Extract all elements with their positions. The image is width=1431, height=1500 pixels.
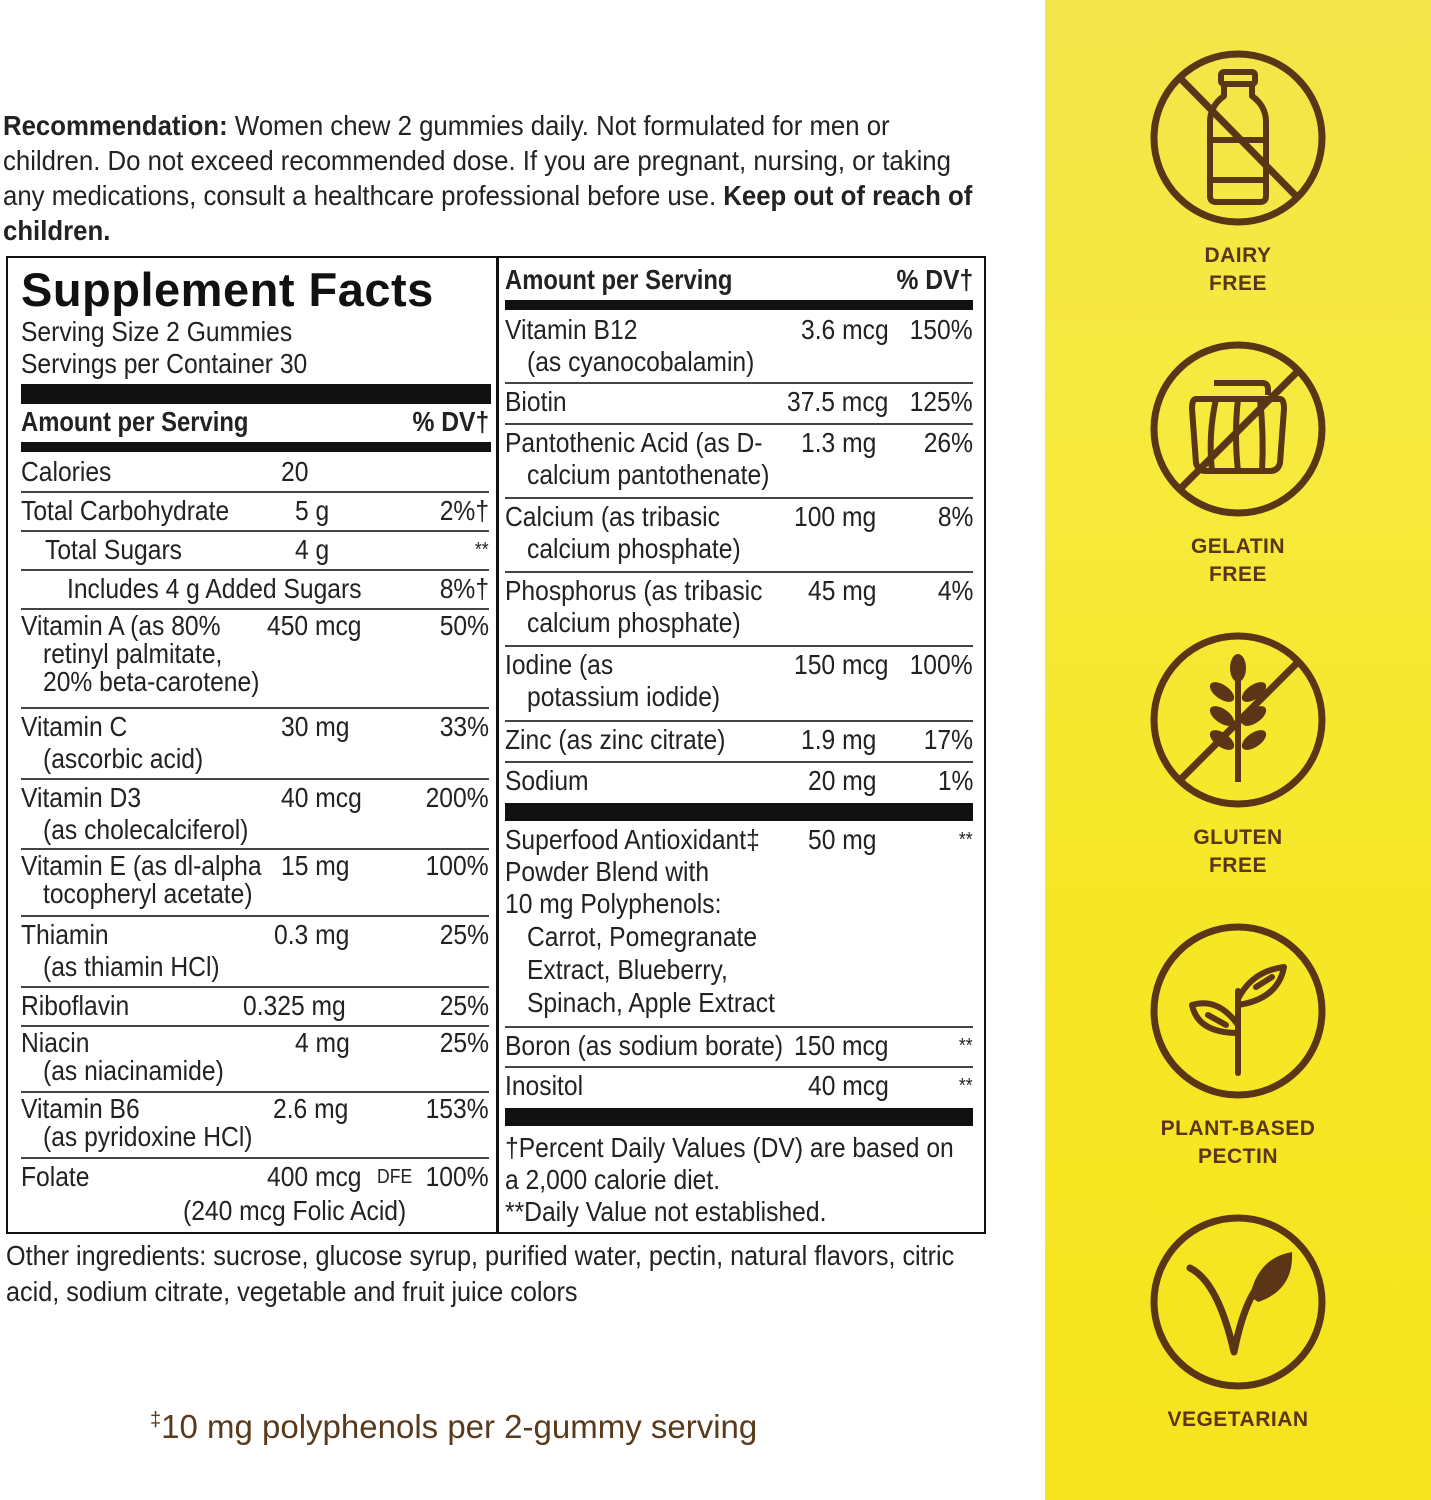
nutrient-dv: 1% (937, 765, 973, 796)
nutrient-subtext: potassium iodide) (527, 681, 721, 712)
nutrient-name: Iodine (as (505, 649, 614, 680)
nutrient-amount: 4 g (295, 534, 330, 565)
nutrient-name: Total Sugars (45, 534, 182, 565)
nutrient-dv: 200% (425, 782, 489, 813)
nutrient-amount: 1.9 mg (801, 724, 877, 755)
nutrient-name: Vitamin D3 (21, 782, 142, 813)
nutrient-name: Pantothenic Acid (as D- (505, 427, 763, 458)
superfood-line: Carrot, Pomegranate (527, 921, 758, 952)
row-divider (505, 497, 973, 499)
nutrient-name: Calcium (as tribasic (505, 501, 720, 532)
nutrient-subtext: (240 mcg Folic Acid) (183, 1195, 407, 1226)
superfood-line: 10 mg Polyphenols: (505, 888, 722, 919)
nutrient-amount: 15 mg (281, 850, 350, 881)
milk-bottle-crossed-icon (1148, 48, 1328, 228)
nutrient-dv: ** (959, 1075, 973, 1097)
nutrient-dv: 25% (439, 919, 489, 950)
nutrient-dv: ** (959, 1035, 973, 1057)
nutrient-dv: 25% (439, 1027, 489, 1058)
nutrient-name: Thiamin (21, 919, 109, 950)
leaf-v-icon (1148, 1212, 1328, 1392)
nutrient-amount: 0.325 mg (243, 990, 346, 1021)
recommendation-label: Recommendation: (3, 110, 228, 141)
nutrient-dv: 8%† (439, 573, 489, 604)
servings-per-container: Servings per Container 30 (21, 348, 308, 379)
nutrient-name: Vitamin E (as dl-alpha (21, 850, 262, 881)
nutrient-dv: ** (959, 829, 973, 851)
thick-rule (505, 1108, 973, 1126)
nutrient-name: Phosphorus (as tribasic (505, 575, 763, 606)
nutrient-amount: 40 mcg (808, 1070, 889, 1101)
row-divider (21, 1157, 489, 1159)
supplement-facts-title: Supplement Facts (21, 263, 434, 316)
nutrient-name: Inositol (505, 1070, 584, 1101)
nutrient-dv: 100% (909, 649, 973, 680)
nutrient-amount: 20 mg (808, 765, 877, 796)
nutrient-name: Vitamin A (as 80% (21, 610, 221, 641)
nutrient-amount: 5 g (295, 495, 330, 526)
row-divider (21, 491, 489, 493)
footnote-line: †Percent Daily Values (DV) are based on (505, 1132, 954, 1163)
nutrient-subtext: calcium pantothenate) (527, 459, 770, 490)
nutrient-name: Total Carbohydrate (21, 495, 230, 526)
recommendation-body: Women chew 2 gummies daily. Not formulated for men or children. Do not exceed recommended dose. If you are pregnant, nursing, or taking any medications, consult a healthcare professional before use. (3, 110, 951, 211)
nutrient-amount: 45 mg (808, 575, 877, 606)
nutrient-amount: 150 mcg (794, 1030, 889, 1061)
nutrient-dv: 153% (425, 1093, 489, 1124)
polyphenols-footnote (150, 1408, 757, 1446)
nutrient-amount: 50 mg (808, 824, 877, 855)
nutrient-subtext: (as cholecalciferol) (43, 814, 249, 845)
dv-header: % DV† (412, 406, 489, 437)
supplement-facts-panel (6, 256, 986, 1234)
row-divider (505, 571, 973, 573)
thick-rule (21, 384, 491, 404)
nutrient-dv: 125% (909, 386, 973, 417)
recommendation-text (3, 108, 992, 248)
thick-rule (505, 300, 973, 310)
nutrient-subtext: (ascorbic acid) (43, 743, 204, 774)
nutrient-name: Vitamin B6 (21, 1093, 140, 1124)
nutrient-amount: 3.6 mcg (801, 314, 889, 345)
nutrient-subtext: calcium phosphate) (527, 533, 741, 564)
badge-label: PLANT-BASED PECTIN (1160, 1117, 1316, 1168)
nutrient-dv: ** (475, 539, 489, 561)
wheat-crossed-icon (1148, 630, 1328, 810)
nutrient-subtext: (as cyanocobalamin) (527, 346, 755, 377)
nutrient-amount: 100 mg (794, 501, 877, 532)
plant-sprout-icon (1148, 921, 1328, 1101)
nutrient-amount: 150 mcg (794, 649, 889, 680)
nutrient-amount: 4 mg (295, 1027, 350, 1058)
nutrient-name: Biotin (505, 386, 567, 417)
nutrient-amount: 450 mcg (267, 610, 362, 641)
nutrient-subtext: (as niacinamide) (43, 1055, 224, 1086)
nutrient-amount: 0.3 mg (274, 919, 350, 950)
double-dagger-mark: ‡ (150, 1409, 162, 1431)
nutrient-name: Folate (21, 1161, 90, 1192)
nutrient-subtext: (as thiamin HCl) (43, 951, 220, 982)
polyphenols-note-text: 10 mg polyphenols per 2-gummy serving (161, 1408, 758, 1445)
superfood-line: Powder Blend with (505, 856, 710, 887)
serving-size: Serving Size 2 Gummies (21, 316, 293, 347)
dv-header: % DV† (896, 264, 973, 295)
nutrient-dv: 50% (439, 610, 489, 641)
column-divider (496, 258, 499, 1232)
row-divider (505, 1026, 973, 1028)
row-divider (505, 382, 973, 384)
nutrient-dv: 2%† (439, 495, 489, 526)
footnote-line: **Daily Value not established. (505, 1196, 827, 1227)
gelatin-mold-crossed-icon (1148, 339, 1328, 519)
row-divider (505, 423, 973, 425)
nutrient-subtext: tocopheryl acetate) (43, 878, 253, 909)
badge-label: DAIRY FREE (1204, 244, 1272, 295)
nutrient-amount: 37.5 mcg (787, 386, 889, 417)
badge-label: GLUTEN FREE (1193, 826, 1283, 877)
badge-label: GELATIN FREE (1190, 535, 1286, 586)
nutrient-dv: 33% (439, 711, 489, 742)
nutrient-dv: 150% (909, 314, 973, 345)
row-divider (505, 761, 973, 763)
nutrient-name: Boron (as sodium borate) (505, 1030, 784, 1061)
claims-panel (1045, 0, 1431, 1500)
row-divider (505, 1066, 973, 1068)
other-ingredients: Other ingredients: sucrose, glucose syrup, purified water, pectin, natural flavors, citric acid, sodium citrate, vegetable and fruit juice colors (6, 1240, 955, 1307)
nutrient-dv: 25% (439, 990, 489, 1021)
badge-dairy-free (1045, 48, 1431, 298)
nutrient-name: Sodium (505, 765, 589, 796)
row-divider (21, 915, 489, 917)
row-divider (21, 707, 489, 709)
nutrient-name: Vitamin B12 (505, 314, 638, 345)
nutrient-subtext: 20% beta-carotene) (43, 666, 260, 697)
nutrient-name: Includes 4 g Added Sugars (67, 573, 362, 604)
nutrient-dv: 100% (425, 850, 489, 881)
row-divider (21, 1025, 489, 1027)
row-divider (505, 720, 973, 722)
badge-gelatin-free (1045, 339, 1431, 589)
nutrient-dv: 4% (937, 575, 973, 606)
row-divider (21, 569, 489, 571)
row-divider (21, 986, 489, 988)
superfood-line: Superfood Antioxidant‡ (505, 824, 760, 855)
nutrient-subtext: retinyl palmitate, (43, 638, 223, 669)
row-divider (21, 530, 489, 532)
superfood-line: Spinach, Apple Extract (527, 987, 775, 1018)
nutrient-amount: 400 mcg (267, 1161, 362, 1192)
badge-label: VEGETARIAN (1167, 1408, 1309, 1431)
nutrient-dv: 100% (425, 1161, 489, 1192)
nutrient-name: Niacin (21, 1027, 90, 1058)
nutrient-amount: 1.3 mg (801, 427, 877, 458)
nutrient-amount: 30 mg (281, 711, 350, 742)
nutrient-dv: 26% (923, 427, 973, 458)
nutrient-dv: 17% (923, 724, 973, 755)
nutrient-amount: 20 (281, 456, 309, 487)
nutrient-name: Zinc (as zinc citrate) (505, 724, 726, 755)
nutrient-amount: 40 mcg (281, 782, 362, 813)
badge-plant-based-pectin (1045, 921, 1431, 1171)
nutrient-dv: 8% (937, 501, 973, 532)
row-divider (21, 778, 489, 780)
badge-vegetarian (1045, 1212, 1431, 1434)
amount-per-serving-label: Amount per Serving (21, 406, 249, 437)
nutrient-subtext: calcium phosphate) (527, 607, 741, 638)
row-divider (505, 645, 973, 647)
footnote-line: a 2,000 calorie diet. (505, 1164, 721, 1195)
amount-per-serving-label: Amount per Serving (505, 264, 733, 295)
nutrient-subtext: (as pyridoxine HCl) (43, 1121, 253, 1152)
nutrient-name: Calories (21, 456, 112, 487)
badge-gluten-free (1045, 630, 1431, 880)
thick-rule (21, 442, 491, 452)
nutrient-name: Vitamin C (21, 711, 128, 742)
nutrient-name: Riboflavin (21, 990, 130, 1021)
thick-rule (505, 803, 973, 821)
nutrient-amount: 2.6 mg (273, 1093, 349, 1124)
superfood-line: Extract, Blueberry, (527, 954, 728, 985)
keep-out-warning: Keep out of reach of children. (3, 180, 973, 246)
dfe-unit-note: DFE (377, 1166, 413, 1188)
